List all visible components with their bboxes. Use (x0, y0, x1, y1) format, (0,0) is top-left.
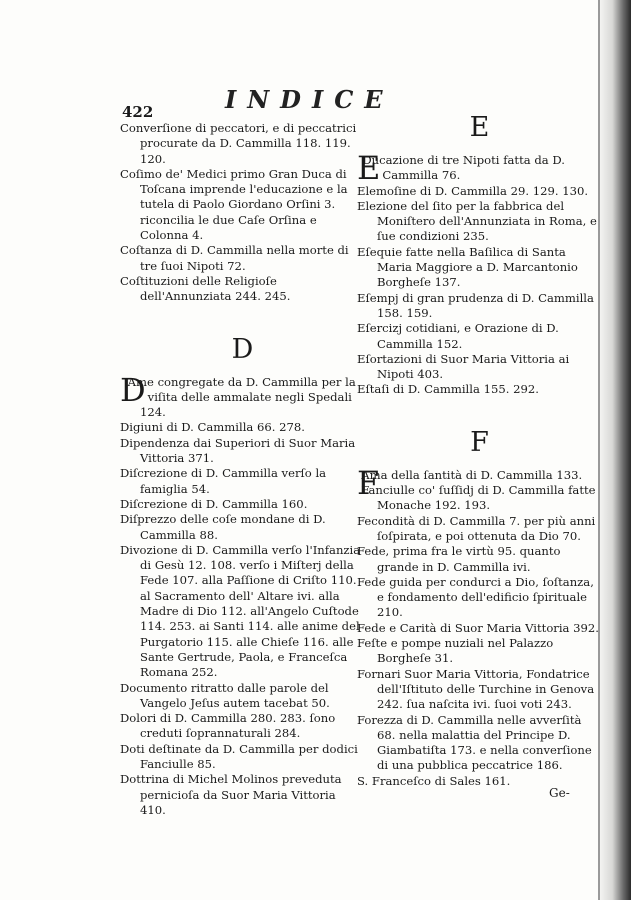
index-entry: Diſcrezione di D. Cammilla 160. (120, 496, 308, 511)
section-letter-e: E (469, 112, 490, 143)
index-entry: Eſercizj cotidiani, e Orazione di D. Cammilla 152. (357, 321, 559, 351)
index-entry-text: Ama della ſantità di D. Cammilla 133. (361, 467, 583, 482)
index-entry: Eſempj di gran prudenza di D. Cammilla 158. 159. (357, 290, 594, 320)
index-entry: Dipendenza dai Superiori di Suor Maria Vittoria 371. (120, 435, 356, 466)
index-entry-first (357, 149, 602, 187)
index-entry: Eſortazioni di Suor Maria Vittoria ai Nipoti 403. (357, 351, 570, 382)
drop-cap-initial: D (120, 370, 146, 409)
index-entry-text: Ducazione di tre Nipoti fatta da D. Cammilla 76. (362, 153, 565, 183)
index-entry: Elezione del ſito per la fabbrica del Moniſtero dell'Annunziata in Roma, e ſue condizioni 235. (357, 198, 597, 244)
section-letter-f: F (470, 426, 489, 458)
index-entry: Coſimo de' Medici primo Gran Duca di Toſcana imprende l'educazione e la tutela di Paolo Giordano Orſini 3. riconcilia le due Caſe Orſina e Colonna 4. (120, 166, 348, 243)
catchword: Ge- (549, 786, 570, 800)
book-spine-shadow (600, 0, 631, 900)
index-entry: Diſcrezione di D. Cammilla verſo la famiglia 54. (120, 466, 327, 496)
index-entry: Feſte e pompe nuziali nel Palazzo Borgheſe 31. (357, 636, 554, 666)
page-number: 422 (122, 103, 154, 121)
index-entry: Coſtituzioni delle Religioſe dell'Annunziata 244. 245. (120, 273, 291, 304)
index-entry: Digiuni di D. Cammilla 66. 278. (120, 420, 305, 435)
index-entry: Dolori di D. Cammilla 280. 283. ſono creduti ſoprannaturali 284. (120, 711, 336, 741)
index-entry: Converſione di peccatori, e di peccatrici procurate da D. Cammilla 118. 119. 120. (120, 121, 357, 166)
index-entry: Fede, prima fra le virtù 95. quanto grande in D. Cammilla ivi. (357, 544, 561, 574)
section-letter-d: D (231, 333, 254, 365)
index-entry: Documento ritratto dalle parole del Vangelo Jeſus autem tacebat 50. (120, 680, 330, 710)
index-entry-first (120, 370, 365, 421)
index-entry: Elemoſine di D. Cammilla 29. 129. 130. (357, 183, 589, 198)
right-column (357, 113, 602, 789)
index-entry: Fornari Suor Maria Vittoria, Fondatrice dell'Iſtituto delle Turchine in Genova 242. ſua naſcita ivi. ſuoi voti 243. (357, 666, 595, 712)
index-entry: Eſtaſi di D. Cammilla 155. 292. (357, 382, 539, 397)
index-entry: Fede e Carità di Suor Maria Vittoria 392. (357, 620, 599, 635)
index-entry: Diſprezzo delle coſe mondane di D. Cammilla 88. (120, 512, 326, 542)
drop-cap-initial: F (357, 463, 380, 502)
index-entry: Fede guida per condurci a Dio, ſoſtanza, e fondamento dell'edificio ſpirituale 210. (357, 574, 594, 620)
index-entry: Divozione di D. Cammilla verſo l'Infanzia di Gesù 12. 108. verſo i Miſterj della Fede 107. alla Paſſione di Criſto 110. al Sacramento dell' Altare ivi. alla Madre di Dio 112. all'Angelo Cuſtode 114. 253. ai Santi 114. alle anime del Purgatorio 115. alle Chieſe 116. alle Sante Gertrude, Paola, e Franceſca Romana 252. (120, 542, 361, 680)
running-head: INDICE (225, 85, 394, 114)
index-entry: Fecondità di D. Cammilla 7. per più anni ſoſpirata, e poi ottenuta da Dio 70. (357, 513, 596, 543)
index-entry: Eſequie fatte nella Baſilica di Santa Maria Maggiore a D. Marcantonio Borgheſe 137. (357, 244, 578, 290)
drop-cap-initial: E (357, 149, 381, 187)
index-entry-text: Ame congregate da D. Cammilla per la viſita delle ammalate negli Spedali 124. (127, 374, 356, 420)
left-column (120, 121, 365, 818)
index-entry: Forezza di D. Cammilla nelle avverſità 68. nella malattia del Principe D. Giambatiſta 173. e nella converſione di una pubblica peccatrice 186. (357, 712, 592, 773)
index-entry: S. Franceſco di Sales 161. (357, 773, 511, 788)
index-entry: Doti deſtinate da D. Cammilla per dodici Fanciulle 85. (120, 741, 358, 771)
index-entry: Fanciulle co' ſuſſidj di D. Cammilla fatte Monache 192. 193. (361, 483, 596, 513)
index-entry: Coſtanza di D. Cammilla nella morte di tre ſuoi Nipoti 72. (120, 243, 349, 273)
index-entry: Dottrina di Michel Molinos preveduta pernicioſa da Suor Maria Vittoria 410. (120, 772, 342, 817)
